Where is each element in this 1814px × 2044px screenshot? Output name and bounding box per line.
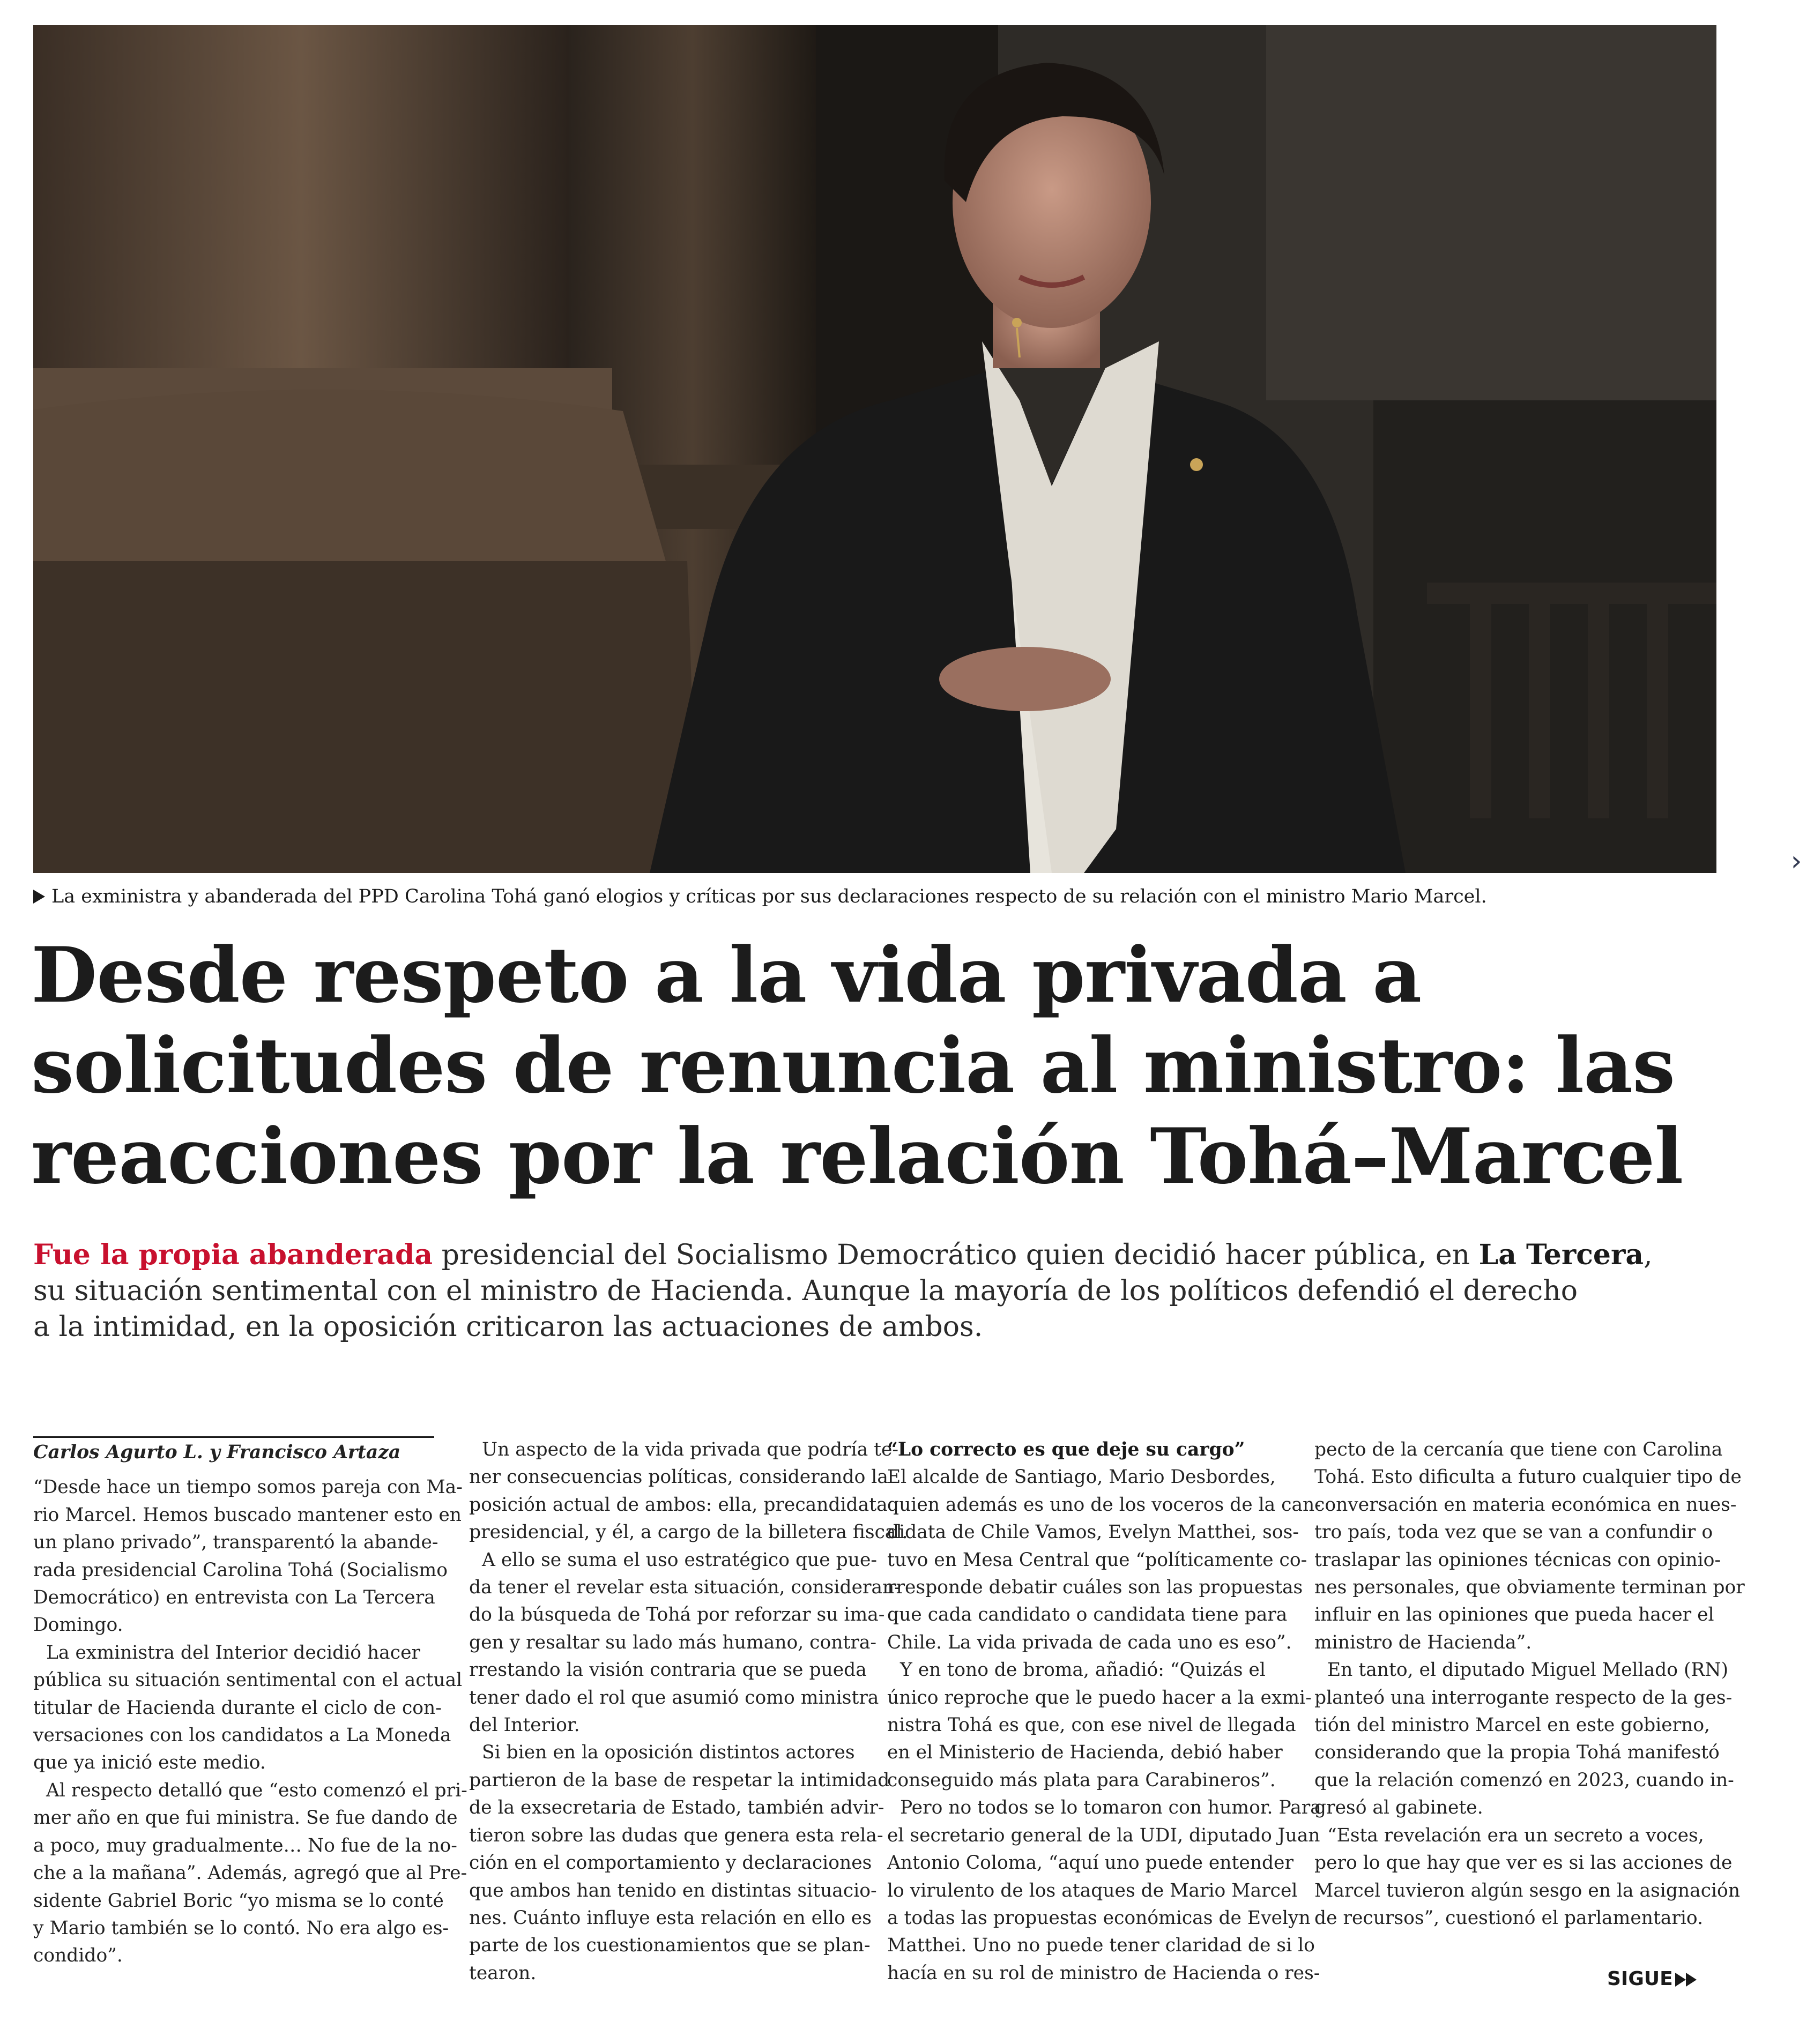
text-line: a poco, muy gradualmente… No fue de la no- xyxy=(33,1834,457,1856)
text-line: che a la mañana”. Además, agregó que al Pre- xyxy=(33,1862,467,1884)
text-line: rio Marcel. Hemos buscado mantener esto en xyxy=(33,1504,462,1526)
text-line: y Mario también se lo contó. No era algo es- xyxy=(33,1917,449,1939)
lead-line: a la intimidad, en la oposición criticaron las actuaciones de ambos. xyxy=(33,1311,983,1343)
text-line: gen y resaltar su lado más humano, contra- xyxy=(469,1631,877,1653)
text-line: presidencial, y él, a cargo de la billetera fiscal. xyxy=(469,1521,908,1543)
caption-text: La exministra y abanderada del PPD Carolina Tohá ganó elogios y críticas por sus declaraciones respecto de su relación con el ministro Mario Marcel. xyxy=(51,886,1487,907)
lead-text: presidencial del Socialismo Democrático quien decidió hacer pública, en xyxy=(433,1239,1479,1271)
text-line: ción en el comportamiento y declaraciones xyxy=(469,1852,872,1874)
text-line: parte de los cuestionamientos que se plan- xyxy=(469,1935,871,1957)
headline-line: reacciones por la relación Tohá–Marcel xyxy=(31,1112,1683,1201)
text-line: nistra Tohá es que, con ese nivel de llegada xyxy=(887,1714,1296,1736)
text-line: Matthei. Uno no puede tener claridad de si lo xyxy=(887,1935,1315,1957)
play-arrow-icon xyxy=(1675,1973,1686,1987)
lead-line xyxy=(33,1237,1653,1273)
headline xyxy=(31,930,1720,1202)
text-line: Pero no todos se lo tomaron con humor. Para xyxy=(900,1797,1321,1819)
column-body xyxy=(33,1474,467,1970)
text-line: sidente Gabriel Boric “yo misma se lo conté xyxy=(33,1890,444,1912)
text-line: Chile. La vida privada de cada uno es eso”. xyxy=(887,1631,1292,1653)
text-line: conversación en materia económica en nues- xyxy=(1314,1494,1737,1516)
text-line: tión del ministro Marcel en este gobierno, xyxy=(1314,1714,1711,1736)
text-line: del Interior. xyxy=(469,1714,580,1736)
text-line: gresó al gabinete. xyxy=(1314,1797,1483,1819)
text-line: titular de Hacienda durante el ciclo de con- xyxy=(33,1697,442,1719)
article-column-4 xyxy=(1314,1436,1745,1932)
text-line: condido”. xyxy=(33,1945,123,1967)
text-line: quien además es uno de los voceros de la can- xyxy=(887,1494,1321,1516)
text-line: pública su situación sentimental con el actual xyxy=(33,1669,463,1691)
text-line: Tohá. Esto dificulta a futuro cualquier tipo de xyxy=(1314,1466,1742,1488)
text-line: único reproche que le puedo hacer a la exmi- xyxy=(887,1687,1312,1709)
text-line: pero lo que hay que ver es si las acciones de xyxy=(1314,1852,1733,1874)
text-line: Y en tono de broma, añadió: “Quizás el xyxy=(900,1659,1266,1681)
text-line: planteó una interrogante respecto de la ges- xyxy=(1314,1687,1733,1709)
section-subhead: “Lo correcto es que deje su cargo” xyxy=(887,1439,1245,1460)
text-line: tieron sobre las dudas que genera esta rela- xyxy=(469,1824,883,1846)
text-line: Un aspecto de la vida privada que podría te- xyxy=(482,1439,899,1460)
chevron-right-icon: › xyxy=(1790,845,1802,877)
continue-link[interactable] xyxy=(1607,1966,1697,1993)
caption-triangle-icon xyxy=(33,890,45,904)
text-line: partieron de la base de respetar la intimidad xyxy=(469,1769,890,1791)
text-line: El alcalde de Santiago, Mario Desbordes, xyxy=(887,1466,1276,1488)
text-line: tuvo en Mesa Central que “políticamente co- xyxy=(887,1549,1307,1571)
byline: Carlos Agurto L. y Francisco Artaza xyxy=(33,1436,434,1466)
text-line: rada presidencial Carolina Tohá (Socialismo xyxy=(33,1559,448,1581)
text-line: da tener el revelar esta situación, consideran- xyxy=(469,1577,901,1599)
next-page-button[interactable] xyxy=(1779,844,1814,879)
text-line: de recursos”, cuestionó el parlamentario. xyxy=(1314,1907,1704,1929)
lead-text: , xyxy=(1644,1239,1653,1271)
headline-line: solicitudes de renuncia al ministro: las xyxy=(31,1021,1675,1110)
text-line: influir en las opiniones que pueda hacer el xyxy=(1314,1604,1714,1626)
text-line: rrestando la visión contraria que se pueda xyxy=(469,1659,867,1681)
text-line: tro país, toda vez que se van a confundir o xyxy=(1314,1521,1713,1543)
text-line: “Desde hace un tiempo somos pareja con Ma- xyxy=(33,1476,463,1498)
text-line: que ambos han tenido en distintas situacio- xyxy=(469,1879,877,1901)
portrait-photo-icon xyxy=(33,25,1716,873)
text-line: Si bien en la oposición distintos actores xyxy=(482,1742,855,1764)
text-line: lo virulento de los ataques de Mario Marcel xyxy=(887,1879,1298,1901)
text-line: hacía en su rol de ministro de Hacienda o res- xyxy=(887,1962,1320,1984)
text-line: un plano privado”, transparentó la abande- xyxy=(33,1532,438,1554)
text-line: Antonio Coloma, “aquí uno puede entender xyxy=(887,1852,1293,1874)
text-line: tener dado el rol que asumió como ministra xyxy=(469,1687,879,1709)
article-column-2 xyxy=(469,1436,908,1987)
lead-accent: Fue la propia abanderada xyxy=(33,1239,433,1271)
text-line: considerando que la propia Tohá manifestó xyxy=(1314,1742,1720,1764)
text-line: de la exsecretaria de Estado, también advir- xyxy=(469,1797,884,1819)
text-line: el secretario general de la UDI, diputado Juan xyxy=(887,1824,1320,1846)
text-line: que cada candidato o candidata tiene para xyxy=(887,1604,1288,1626)
text-line: tearon. xyxy=(469,1962,537,1984)
text-line: pecto de la cercanía que tiene con Carolina xyxy=(1314,1439,1723,1460)
article-photo xyxy=(33,25,1716,873)
text-line: versaciones con los candidatos a La Moneda xyxy=(33,1725,451,1747)
lead-line: su situación sentimental con el ministro de Hacienda. Aunque la mayoría de los políticos defendió el derecho xyxy=(33,1275,1578,1307)
play-arrow-icon xyxy=(1686,1973,1697,1987)
text-line: “Esta revelación era un secreto a voces, xyxy=(1327,1824,1704,1846)
text-line: A ello se suma el uso estratégico que pue- xyxy=(482,1549,878,1571)
text-line: a todas las propuestas económicas de Evelyn xyxy=(887,1907,1311,1929)
text-line: conseguido más plata para Carabineros”. xyxy=(887,1769,1276,1791)
photo-caption xyxy=(33,882,1749,911)
continue-label: SIGUE xyxy=(1607,1968,1673,1990)
text-line: La exministra del Interior decidió hacer xyxy=(46,1642,421,1663)
text-line: ministro de Hacienda”. xyxy=(1314,1631,1532,1653)
text-line: mer año en que fui ministra. Se fue dando de xyxy=(33,1807,458,1829)
text-line: ner consecuencias políticas, considerando la xyxy=(469,1466,888,1488)
article-column-3 xyxy=(887,1436,1321,1987)
text-line: que ya inició este medio. xyxy=(33,1752,266,1774)
lead-paragraph xyxy=(33,1237,1653,1345)
text-line: traslapar las opiniones técnicas con opinio- xyxy=(1314,1549,1721,1571)
text-line: posición actual de ambos: ella, precandidata xyxy=(469,1494,888,1516)
text-line: en el Ministerio de Hacienda, debió haber xyxy=(887,1742,1283,1764)
text-line: nes. Cuánto influye esta relación en ello es xyxy=(469,1907,872,1929)
text-line: En tanto, el diputado Miguel Mellado (RN) xyxy=(1327,1659,1729,1681)
article-column-1 xyxy=(33,1436,467,1970)
text-line: Democrático) en entrevista con La Tercera xyxy=(33,1587,435,1609)
text-line: didata de Chile Vamos, Evelyn Matthei, sos- xyxy=(887,1521,1299,1543)
text-line: que la relación comenzó en 2023, cuando in- xyxy=(1314,1769,1734,1791)
text-line: nes personales, que obviamente terminan por xyxy=(1314,1577,1745,1599)
text-line: Marcel tuvieron algún sesgo en la asignación xyxy=(1314,1879,1741,1901)
text-line: rresponde debatir cuáles son las propuestas xyxy=(887,1577,1303,1599)
text-line: Domingo. xyxy=(33,1614,123,1636)
text-line: do la búsqueda de Tohá por reforzar su ima- xyxy=(469,1604,885,1626)
lead-brand: La Tercera xyxy=(1478,1239,1644,1271)
headline-line: Desde respeto a la vida privada a xyxy=(31,931,1422,1020)
text-line: Al respecto detalló que “esto comenzó el pri- xyxy=(46,1779,467,1801)
